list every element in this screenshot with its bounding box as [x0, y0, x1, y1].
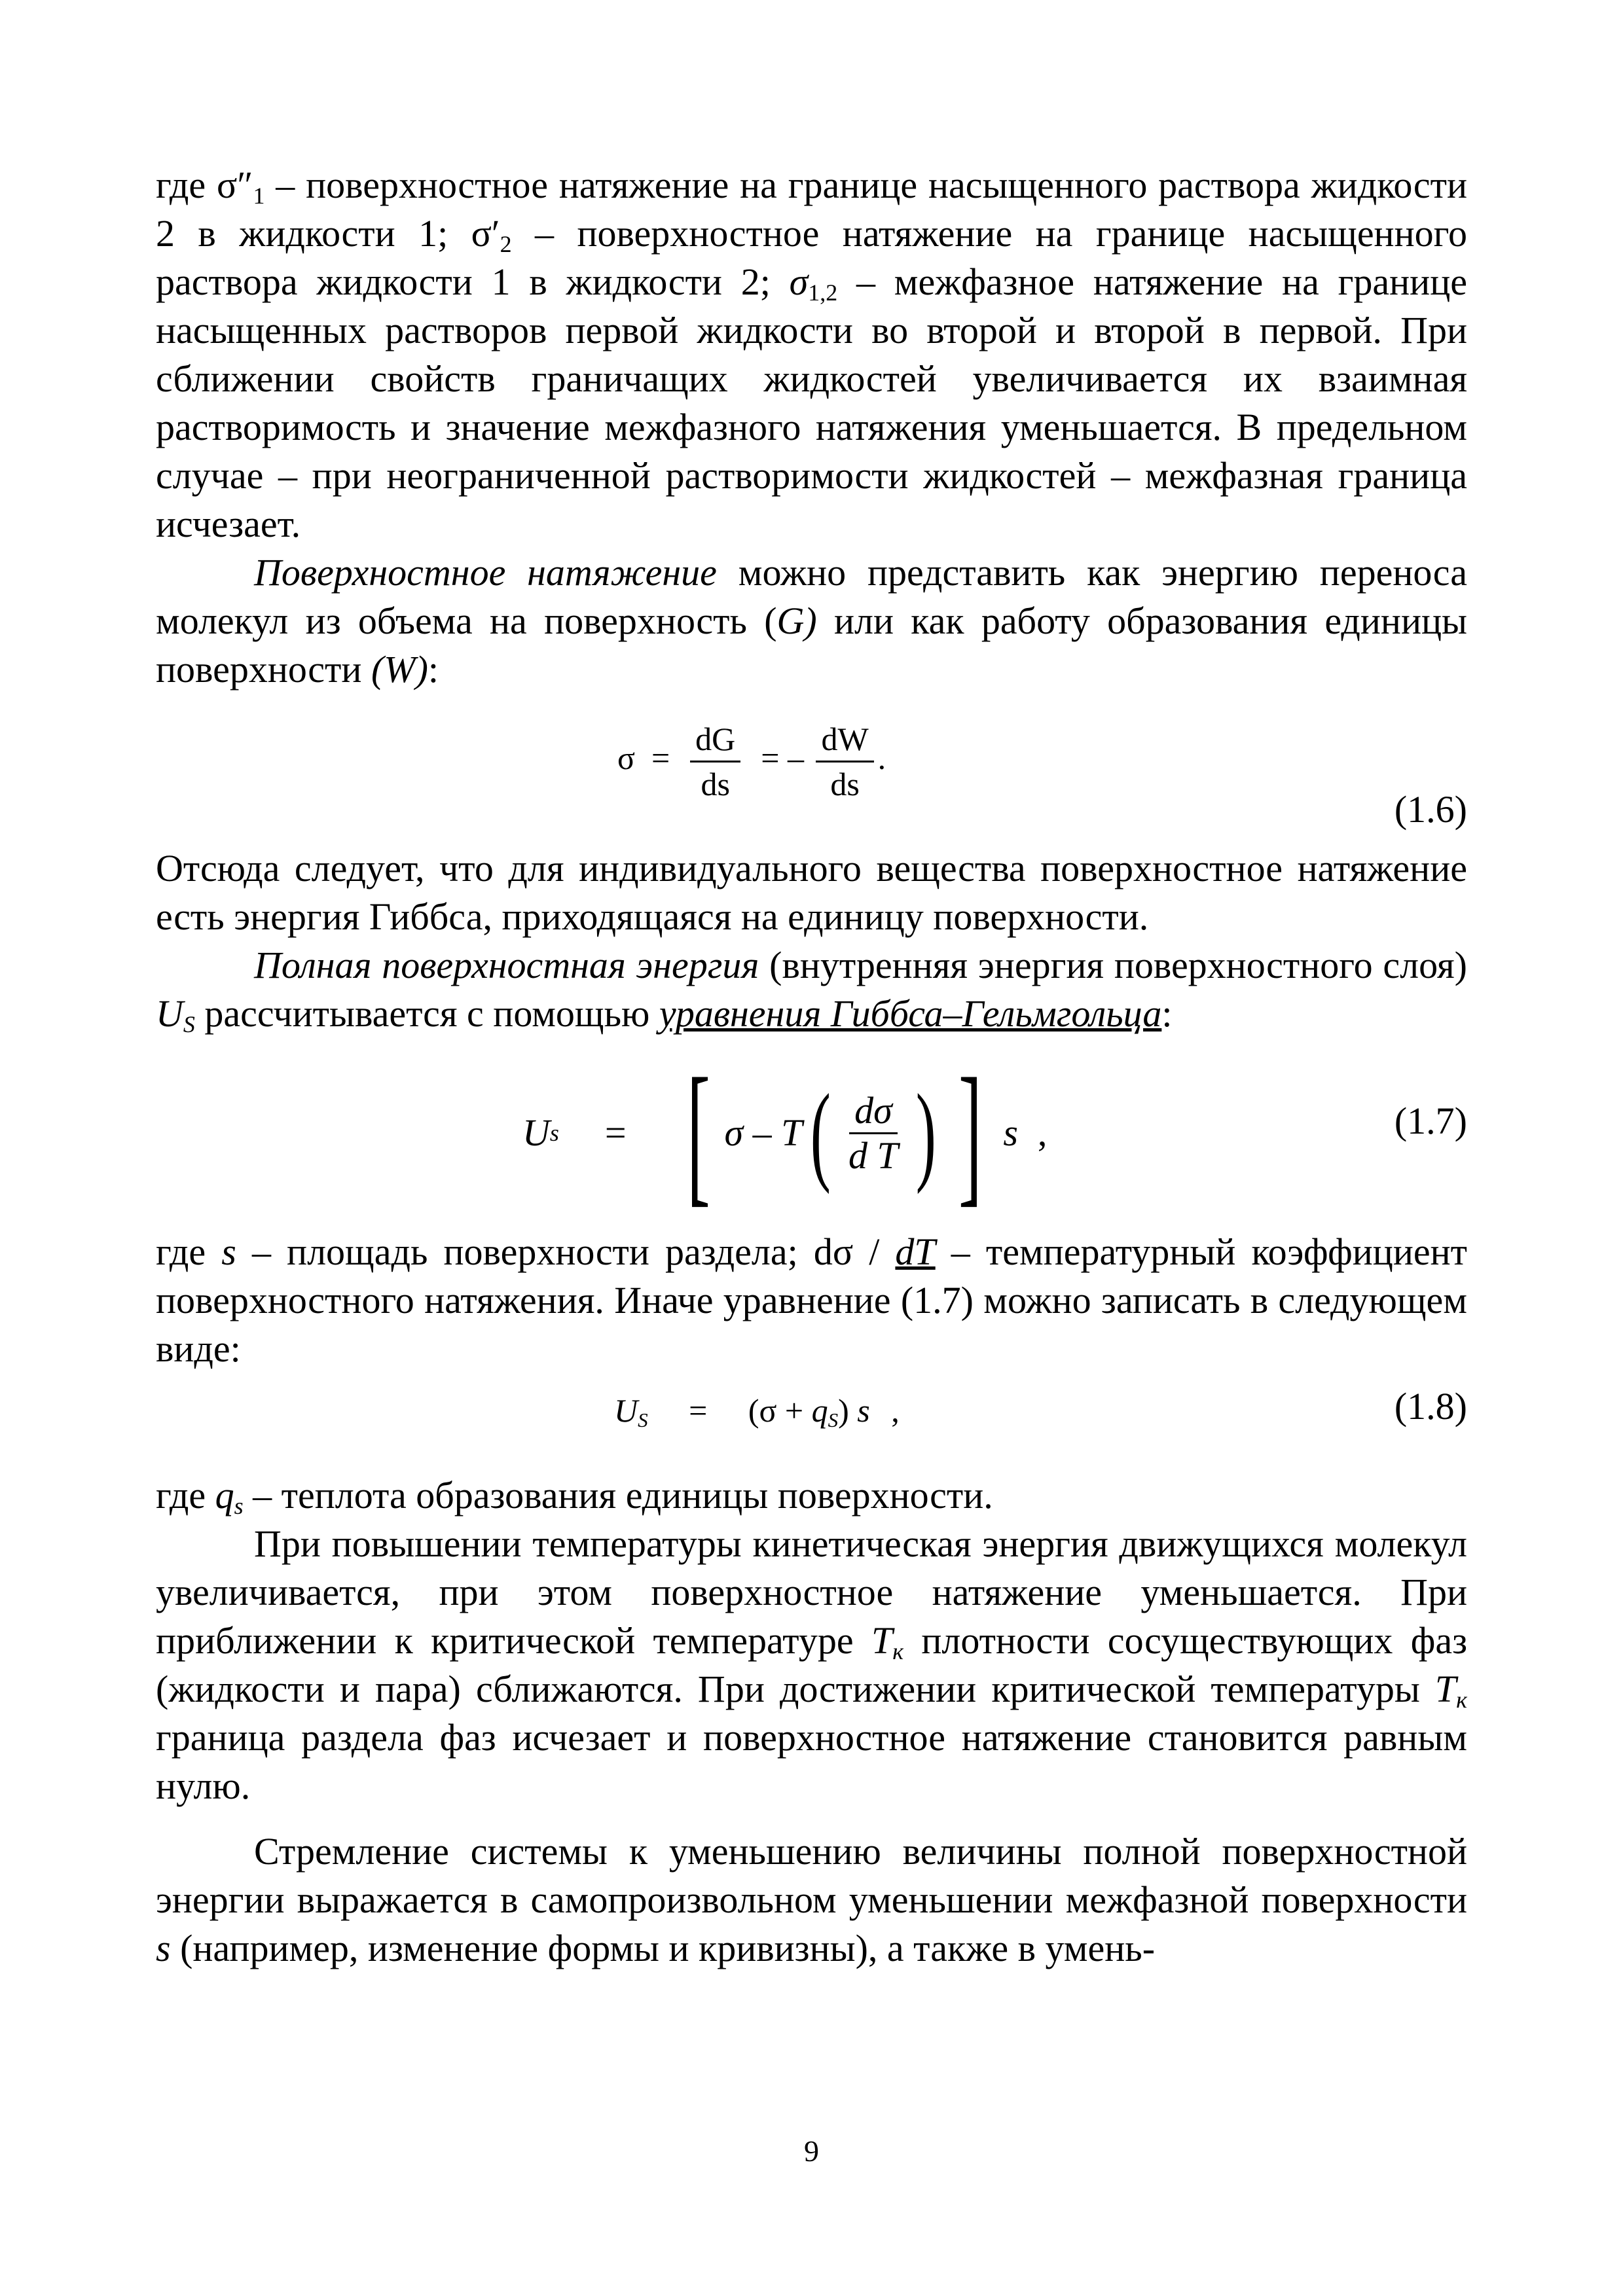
term-gibbs-helmholtz: уравнения Гиббса–Гельмгольца: [659, 992, 1162, 1035]
paragraph-8: Стремление системы к уменьшению величины полной поверхностной энергии выражается в самопроизвольном уменьшении межфазной поверхности s (например, изменение формы и кривизны), а также в умень-: [156, 1830, 1467, 1969]
fraction-dG-ds: $\frac{dG}{ds}$: [690, 720, 740, 803]
left-paren: (: [811, 1071, 831, 1194]
body-text: [156, 161, 1467, 1973]
equation-number: (1.8): [1394, 1385, 1467, 1427]
paragraph-1: где $\sigma''_1$ – поверхностное натяжение на границе насыщенного раствора жидкости 2 в жидкости 1; $\sigma'_2$ – поверхностное натяжение на границе насыщенного раствора жидкости 1 в жидкости 2; $\sigma_{1,2}$ – межфазное натяжение на границе насыщенных растворов первой жидкости во второй и второй в первой. При сближении свойств граничащих жидкостей увеличивается их взаимная растворимость и значение межфазного натяжения уменьшается. В предельном случае – при неограниченной растворимости жидкостей – межфазная граница исчезает.: [156, 164, 1468, 545]
fraction-dsigma-dT: $\frac{d\sigma}{\text{d T}}$: [848, 1088, 898, 1177]
equation-number: (1.6): [1394, 788, 1467, 831]
paragraph-3: Отсюда следует, что для индивидуального вещества поверхностное натяжение есть энергия Гиббса, приходящаяся на единицу поверхности.: [156, 847, 1467, 938]
fraction-dW-ds: $\frac{dW}{ds}$: [816, 720, 873, 803]
paragraph-5: где s – площадь поверхности раздела; dσ / dT – температурный коэффициент поверхностного натяжения. Иначе уравнение (1.7) можно записать в следующем виде:: [156, 1230, 1468, 1370]
left-bracket: [: [686, 1046, 710, 1220]
term-total-surface-energy: Полная поверхностная энергия: [254, 944, 759, 986]
right-bracket: ]: [958, 1046, 983, 1220]
right-paren: ): [915, 1071, 936, 1194]
paragraph-2: Поверхностное натяжение можно представить как энергию переноса молекул из объема на поверхность (G) или как работу образования единицы поверхности (W):: [156, 551, 1467, 691]
page-number: 9: [804, 2134, 819, 2168]
term-surface-tension: Поверхностное натяжение: [254, 551, 717, 594]
equation-1-6: σ = $\frac{dG}{ds}$ = – $\frac{dW}{ds}$ . (1.6): [156, 694, 1467, 844]
equation-1-7: U s = [ σ – T ( $\frac{d\sigma}{\text{d T}}$ ) ] s , (1.7): [522, 1046, 1467, 1220]
equation-number: (1.7): [1394, 1100, 1467, 1142]
equation-1-8: $U_S = (\sigma + q_S)$ s , (1.8): [156, 1373, 1467, 1471]
paragraph-4: Полная поверхностная энергия (внутренняя энергия поверхностного слоя) $U_S$ рассчитывается с помощью уравнения Гиббса–Гельмгольца:: [156, 944, 1467, 1037]
paragraph-6: где $q_s$ – теплота образования единицы поверхности.: [156, 1474, 993, 1519]
paragraph-7: При повышении температуры кинетическая энергия движущихся молекул увеличивается, при этом поверхностное натяжение уменьшается. При приближении к критической температуре $T_к$ плотности сосуществующих фаз (жидкости и пара) сближаются. При достижении критической температуры $T_к$ граница раздела фаз исчезает и поверхностное натяжение становится равным нулю.: [156, 1522, 1468, 1807]
